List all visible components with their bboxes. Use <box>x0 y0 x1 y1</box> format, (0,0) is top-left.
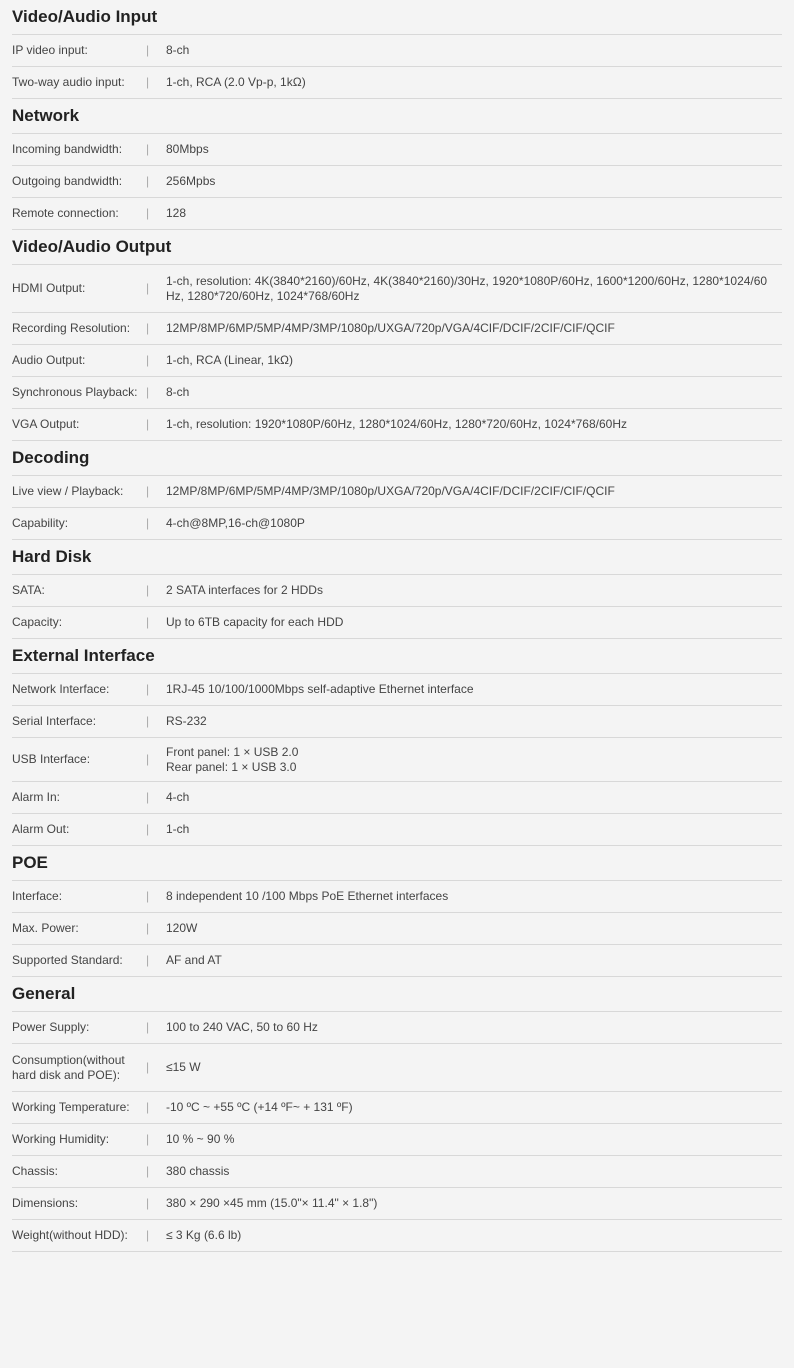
spec-value-line: 380 chassis <box>166 1164 230 1178</box>
separator-bar: | <box>146 321 150 335</box>
spec-value-line: 1-ch, RCA (Linear, 1kΩ) <box>166 353 294 367</box>
separator-bar: | <box>146 1060 150 1074</box>
separator-bar: | <box>146 1164 150 1178</box>
spec-label: Capacity: <box>12 615 63 629</box>
section-title: External Interface <box>12 639 782 674</box>
separator-bar: | <box>146 822 150 836</box>
spec-row <box>12 1188 782 1220</box>
spec-label: Interface: <box>12 889 63 903</box>
separator-bar: | <box>146 953 150 967</box>
spec-label: USB Interface: <box>12 752 91 766</box>
separator-bar: | <box>146 484 150 498</box>
spec-value <box>166 174 782 189</box>
spec-row <box>12 134 782 166</box>
spec-value <box>166 385 782 400</box>
spec-section <box>12 977 782 1252</box>
spec-label: Working Temperature: <box>12 1100 130 1114</box>
spec-value <box>166 321 782 336</box>
separator-bar: | <box>146 43 150 57</box>
spec-value-line: 120W <box>166 921 198 935</box>
spec-label: Consumption(without hard disk and POE): <box>12 1052 125 1082</box>
section-title: POE <box>12 846 782 881</box>
spec-value <box>166 615 782 630</box>
spec-value <box>166 889 782 904</box>
separator-bar: | <box>146 281 150 295</box>
spec-value-line: ≤ 3 Kg (6.6 lb) <box>166 1228 242 1242</box>
separator-bar: | <box>146 142 150 156</box>
spec-row <box>12 313 782 345</box>
spec-label: SATA: <box>12 583 45 597</box>
section-title: Video/Audio Input <box>12 0 782 35</box>
spec-value <box>166 1020 782 1035</box>
separator-bar: | <box>146 889 150 903</box>
spec-value-line: 1-ch, resolution: 4K(3840*2160)/60Hz, 4K(3840*2160)/30Hz, 1920*1080P/60Hz, 1600*1200/60Hz, 1280*1024/60 <box>166 273 768 288</box>
spec-value <box>166 921 782 936</box>
spec-value-line: 4-ch <box>166 790 190 804</box>
spec-value-line: -10 ºC ~ +55 ºC (+14 ºF~ + 131 ºF) <box>166 1100 353 1114</box>
spec-label: Live view / Playback: <box>12 484 124 498</box>
spec-value-line: 2 SATA interfaces for 2 HDDs <box>166 583 323 597</box>
spec-section <box>12 846 782 977</box>
spec-row <box>12 166 782 198</box>
spec-row <box>12 814 782 846</box>
spec-value <box>166 714 782 729</box>
spec-section <box>12 540 782 639</box>
spec-label: Alarm Out: <box>12 822 70 836</box>
spec-value <box>166 1164 782 1179</box>
spec-row <box>12 1124 782 1156</box>
spec-label: Working Humidity: <box>12 1132 110 1146</box>
spec-value-line: ≤15 W <box>166 1060 201 1074</box>
spec-label: Network Interface: <box>12 682 110 696</box>
spec-label: Recording Resolution: <box>12 321 131 335</box>
separator-bar: | <box>146 1100 150 1114</box>
spec-value-line: 4-ch@8MP,16-ch@1080P <box>166 516 305 530</box>
separator-bar: | <box>146 714 150 728</box>
separator-bar: | <box>146 682 150 696</box>
section-title: Decoding <box>12 441 782 476</box>
spec-row <box>12 1220 782 1252</box>
separator-bar: | <box>146 1196 150 1210</box>
separator-bar: | <box>146 417 150 431</box>
spec-row <box>12 198 782 230</box>
spec-value <box>166 43 782 58</box>
spec-value-line: 80Mbps <box>166 142 209 156</box>
spec-label: IP video input: <box>12 43 88 57</box>
spec-value <box>166 682 782 697</box>
spec-value-line: 1RJ-45 10/100/1000Mbps self-adaptive Ethernet interface <box>166 682 474 696</box>
spec-value-line: 8-ch <box>166 385 190 399</box>
spec-row <box>12 265 782 313</box>
spec-value <box>166 417 782 432</box>
spec-row <box>12 881 782 913</box>
spec-row <box>12 377 782 409</box>
spec-value <box>166 1228 782 1243</box>
spec-value-line: Rear panel: 1 × USB 3.0 <box>166 759 297 774</box>
spec-row <box>12 1012 782 1044</box>
spec-section <box>12 0 782 99</box>
spec-value-line: AF and AT <box>166 953 222 967</box>
spec-row <box>12 1092 782 1124</box>
spec-value-line: 256Mpbs <box>166 174 216 188</box>
spec-row <box>12 508 782 540</box>
spec-label: Power Supply: <box>12 1020 90 1034</box>
spec-value-line: 8-ch <box>166 43 190 57</box>
spec-section <box>12 99 782 230</box>
spec-value-line: Up to 6TB capacity for each HDD <box>166 615 344 629</box>
spec-label: HDMI Output: <box>12 281 86 295</box>
separator-bar: | <box>146 615 150 629</box>
spec-label: Dimensions: <box>12 1196 79 1210</box>
spec-label: Chassis: <box>12 1164 59 1178</box>
separator-bar: | <box>146 583 150 597</box>
section-title: Hard Disk <box>12 540 782 575</box>
spec-value-line: RS-232 <box>166 714 207 728</box>
spec-value <box>166 1132 782 1147</box>
spec-label: Supported Standard: <box>12 953 123 967</box>
spec-row <box>12 913 782 945</box>
spec-value <box>166 1060 782 1075</box>
separator-bar: | <box>146 1228 150 1242</box>
separator-bar: | <box>146 752 150 766</box>
spec-value-line: 8 independent 10 /100 Mbps PoE Ethernet interfaces <box>166 889 449 903</box>
spec-row <box>12 345 782 377</box>
section-title: Network <box>12 99 782 134</box>
spec-value <box>166 75 782 90</box>
spec-value <box>166 142 782 157</box>
separator-bar: | <box>146 921 150 935</box>
spec-label: Synchronous Playback: <box>12 385 138 399</box>
spec-value-line: 1-ch <box>166 822 190 836</box>
spec-value-line: 128 <box>166 206 187 220</box>
separator-bar: | <box>146 206 150 220</box>
separator-bar: | <box>146 516 150 530</box>
spec-section <box>12 441 782 540</box>
section-title: Video/Audio Output <box>12 230 782 265</box>
section-title: General <box>12 977 782 1012</box>
spec-value <box>166 790 782 805</box>
spec-value <box>166 953 782 968</box>
spec-row <box>12 35 782 67</box>
spec-value <box>166 822 782 837</box>
spec-label: Incoming bandwidth: <box>12 142 123 156</box>
separator-bar: | <box>146 1132 150 1146</box>
spec-label: Audio Output: <box>12 353 86 367</box>
spec-row <box>12 1044 782 1092</box>
spec-row <box>12 945 782 977</box>
separator-bar: | <box>146 790 150 804</box>
spec-section <box>12 639 782 846</box>
spec-value <box>166 353 782 368</box>
spec-value <box>166 516 782 531</box>
spec-value <box>166 583 782 598</box>
separator-bar: | <box>146 1020 150 1034</box>
spec-row <box>12 409 782 441</box>
spec-value-line: 12MP/8MP/6MP/5MP/4MP/3MP/1080p/UXGA/720p/VGA/4CIF/DCIF/2CIF/CIF/QCIF <box>166 321 615 335</box>
separator-bar: | <box>146 353 150 367</box>
spec-value <box>166 274 782 304</box>
spec-value <box>166 1196 782 1211</box>
spec-value-line: 100 to 240 VAC, 50 to 60 Hz <box>166 1020 318 1034</box>
spec-row <box>12 607 782 639</box>
spec-row <box>12 575 782 607</box>
spec-row <box>12 674 782 706</box>
spec-label: Alarm In: <box>12 790 61 804</box>
spec-row <box>12 706 782 738</box>
spec-value-line: 1-ch, RCA (2.0 Vp-p, 1kΩ) <box>166 75 306 89</box>
spec-section <box>12 230 782 441</box>
spec-value-line: 380 × 290 ×45 mm (15.0"× 11.4" × 1.8") <box>166 1196 378 1210</box>
spec-value-line: Hz, 1280*720/60Hz, 1024*768/60Hz <box>166 288 360 303</box>
spec-label: Serial Interface: <box>12 714 97 728</box>
separator-bar: | <box>146 385 150 399</box>
spec-value <box>166 484 782 499</box>
separator-bar: | <box>146 75 150 89</box>
spec-row <box>12 67 782 99</box>
spec-row <box>12 738 782 782</box>
spec-label: Two-way audio input: <box>12 75 125 89</box>
spec-value-line: 10 % ~ 90 % <box>166 1132 235 1146</box>
spec-label: Remote connection: <box>12 206 119 220</box>
spec-value-line: Front panel: 1 × USB 2.0 <box>166 744 299 759</box>
spec-label: VGA Output: <box>12 417 80 431</box>
spec-label: Max. Power: <box>12 921 79 935</box>
spec-label: Outgoing bandwidth: <box>12 174 123 188</box>
spec-row <box>12 1156 782 1188</box>
spec-value-line: 12MP/8MP/6MP/5MP/4MP/3MP/1080p/UXGA/720p/VGA/4CIF/DCIF/2CIF/CIF/QCIF <box>166 484 615 498</box>
spec-value-line: 1-ch, resolution: 1920*1080P/60Hz, 1280*1024/60Hz, 1280*720/60Hz, 1024*768/60Hz <box>166 417 628 431</box>
separator-bar: | <box>146 174 150 188</box>
spec-value <box>166 745 782 775</box>
spec-row <box>12 476 782 508</box>
spec-value <box>166 1100 782 1115</box>
spec-label: Weight(without HDD): <box>12 1228 128 1242</box>
spec-row <box>12 782 782 814</box>
spec-value <box>166 206 782 221</box>
spec-label: Capability: <box>12 516 69 530</box>
